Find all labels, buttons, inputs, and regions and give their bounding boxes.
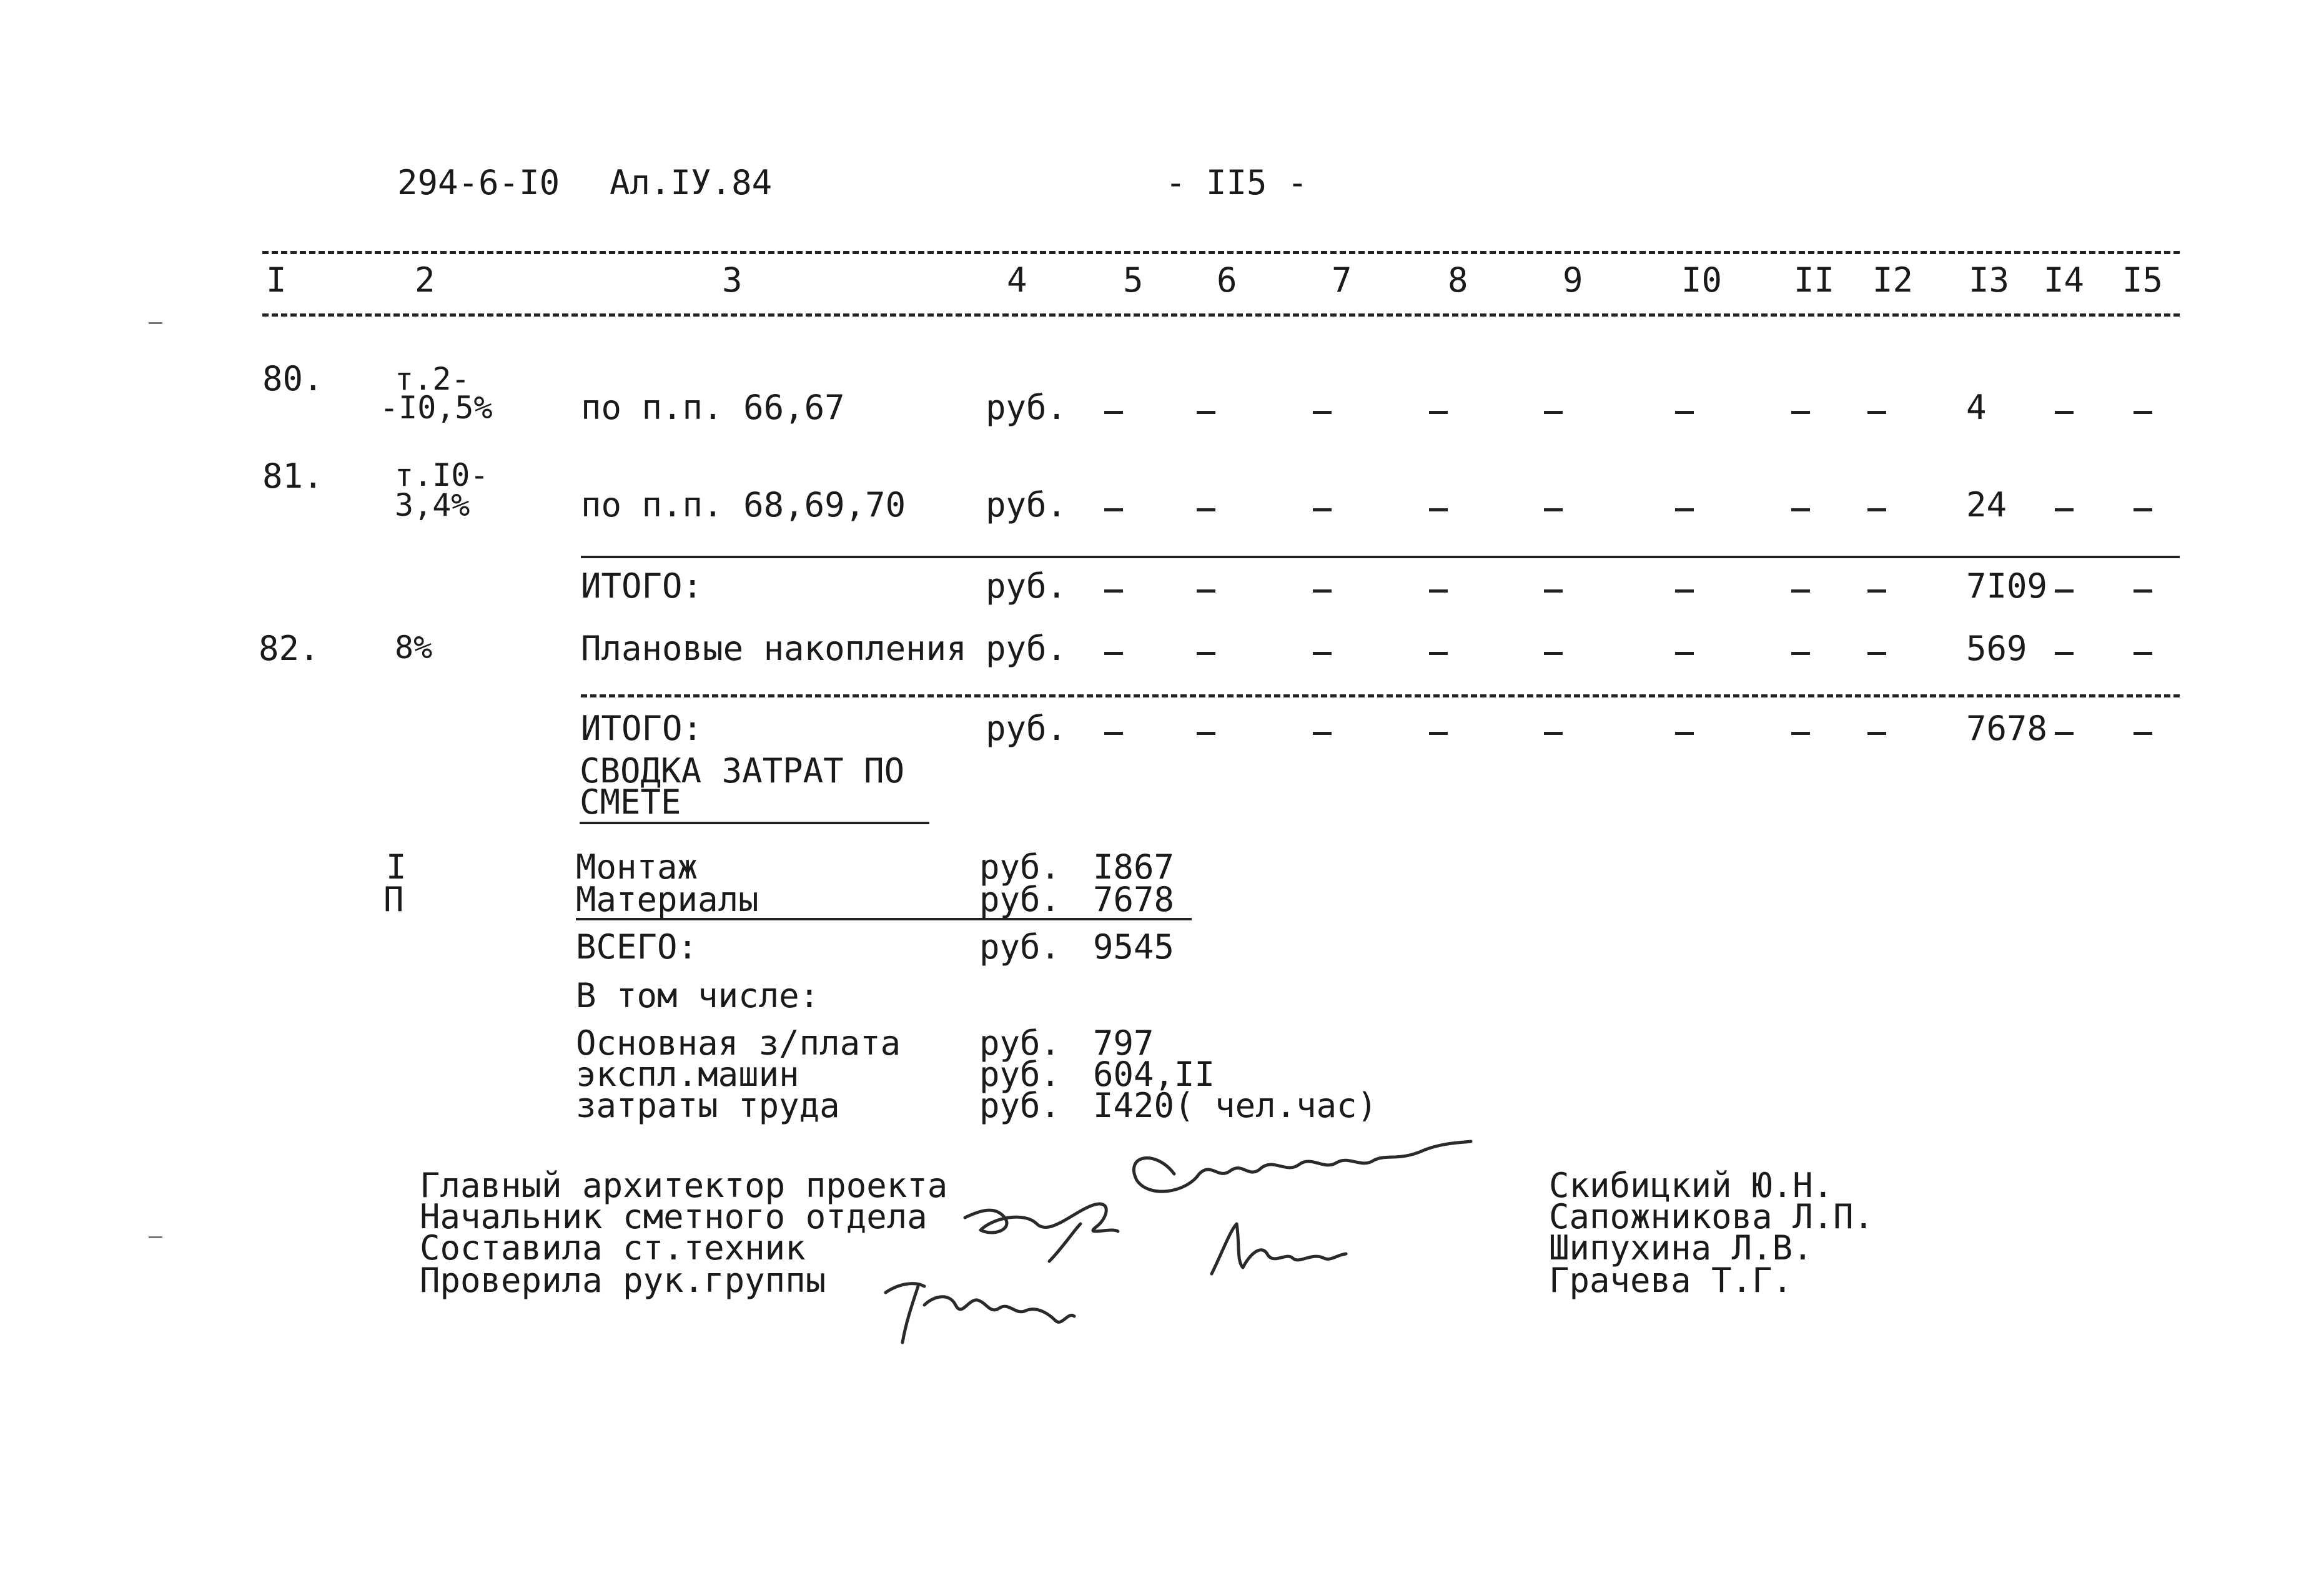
row-reference: 3,4% xyxy=(395,487,470,523)
row-unit: руб. xyxy=(986,388,1067,427)
empty-cell-dash xyxy=(1544,411,1563,414)
col-9-header: 9 xyxy=(1563,260,1583,300)
signer-role: Составила ст.техник xyxy=(420,1228,806,1268)
empty-cell-dash xyxy=(1867,652,1886,655)
signer-name: Скибицкий Ю.Н. xyxy=(1549,1166,1834,1205)
breakdown-label: экспл.машин xyxy=(576,1055,799,1094)
summary-title-underline xyxy=(580,822,929,824)
col-14-header: I4 xyxy=(2044,260,2085,300)
breakdown-value: I420( чел.час) xyxy=(1093,1086,1378,1125)
row-col13-value: 24 xyxy=(1966,485,2007,525)
breakdown-unit: руб. xyxy=(979,1086,1061,1125)
empty-cell-dash xyxy=(1791,508,1810,511)
row-number: 82. xyxy=(259,629,320,668)
col-4-header: 4 xyxy=(1007,260,1027,300)
empty-cell-dash xyxy=(1544,652,1563,655)
row-description: ИТОГО: xyxy=(581,709,703,748)
empty-cell-dash xyxy=(1197,411,1215,414)
summary-item-label: Материалы xyxy=(576,880,759,919)
col-12-header: I2 xyxy=(1872,260,1914,300)
empty-cell-dash xyxy=(1791,652,1810,655)
scan-margin-mark xyxy=(149,1236,162,1238)
signer-role: Главный архитектор проекта xyxy=(420,1166,948,1205)
summary-title: СВОДКА ЗАТРАТ ПО xyxy=(580,751,905,791)
col-7-header: 7 xyxy=(1332,260,1352,300)
empty-cell-dash xyxy=(1197,508,1215,511)
handwritten-signatures xyxy=(862,1136,1524,1361)
summary-total-label: ВСЕГО: xyxy=(576,927,698,967)
col-5-header: 5 xyxy=(1123,260,1144,300)
empty-cell-dash xyxy=(1867,589,1886,593)
scan-margin-mark xyxy=(149,322,162,324)
empty-cell-dash xyxy=(1197,589,1215,593)
subtotal-rule xyxy=(581,694,2180,697)
empty-cell-dash xyxy=(1429,508,1448,511)
empty-cell-dash xyxy=(1104,652,1123,655)
summary-item-value: 7678 xyxy=(1093,880,1175,919)
summary-title: СМЕТЕ xyxy=(580,782,681,822)
row-description: по п.п. 68,69,70 xyxy=(581,485,906,525)
empty-cell-dash xyxy=(1429,589,1448,593)
empty-cell-dash xyxy=(1867,411,1886,414)
col-15-header: I5 xyxy=(2122,260,2163,300)
row-number: 81. xyxy=(262,456,324,496)
header-bottom-rule xyxy=(262,313,2180,317)
empty-cell-dash xyxy=(1313,589,1332,593)
summary-total-value: 9545 xyxy=(1093,927,1175,967)
row-unit: руб. xyxy=(986,485,1067,525)
breakdown-unit: руб. xyxy=(979,1055,1061,1094)
signer-name: Шипухина Л.В. xyxy=(1549,1228,1813,1268)
row-reference: т.I0- xyxy=(395,457,489,493)
summary-item-unit: руб. xyxy=(979,880,1061,919)
empty-cell-dash xyxy=(1313,732,1332,735)
empty-cell-dash xyxy=(1791,411,1810,414)
empty-cell-dash xyxy=(1197,652,1215,655)
summary-total-unit: руб. xyxy=(979,927,1061,967)
empty-cell-dash xyxy=(1429,411,1448,414)
col-11-header: II xyxy=(1794,260,1835,300)
row-reference: 8% xyxy=(395,629,433,666)
summary-item-number: П xyxy=(383,880,404,919)
row-unit: руб. xyxy=(986,629,1067,668)
empty-cell-dash xyxy=(2134,732,2152,735)
empty-cell-dash xyxy=(1104,411,1123,414)
summary-item-unit: руб. xyxy=(979,847,1061,887)
empty-cell-dash xyxy=(2055,732,2074,735)
row-col13-value: 4 xyxy=(1966,388,1987,427)
empty-cell-dash xyxy=(2134,652,2152,655)
empty-cell-dash xyxy=(1544,589,1563,593)
breakdown-value: 604,II xyxy=(1093,1055,1215,1094)
empty-cell-dash xyxy=(2055,589,2074,593)
album-number: Ал.IУ.84 xyxy=(610,163,773,202)
summary-total-rule xyxy=(576,918,1192,920)
row-description: Плановые накопления xyxy=(581,629,967,668)
summary-item-value: I867 xyxy=(1093,847,1175,887)
breakdown-label: затраты труда xyxy=(576,1086,840,1125)
col-10-header: I0 xyxy=(1681,260,1723,300)
doc-code: 294-6-I0 xyxy=(397,163,560,202)
col-13-header: I3 xyxy=(1969,260,2010,300)
empty-cell-dash xyxy=(1544,508,1563,511)
empty-cell-dash xyxy=(2134,589,2152,593)
header-top-rule xyxy=(262,251,2180,254)
page-number: - II5 - xyxy=(1165,163,1308,202)
empty-cell-dash xyxy=(1313,652,1332,655)
row-number: 80. xyxy=(262,359,324,398)
signer-role: Начальник сметного отдела xyxy=(420,1197,927,1236)
empty-cell-dash xyxy=(1675,652,1694,655)
signer-name: Сапожникова Л.П. xyxy=(1549,1197,1874,1236)
empty-cell-dash xyxy=(1104,508,1123,511)
subtotal-rule xyxy=(581,556,2180,558)
empty-cell-dash xyxy=(1313,508,1332,511)
row-description: ИТОГО: xyxy=(581,566,703,606)
empty-cell-dash xyxy=(1544,732,1563,735)
empty-cell-dash xyxy=(1429,732,1448,735)
empty-cell-dash xyxy=(1675,589,1694,593)
row-description: по п.п. 66,67 xyxy=(581,388,845,427)
empty-cell-dash xyxy=(1867,732,1886,735)
empty-cell-dash xyxy=(2134,411,2152,414)
empty-cell-dash xyxy=(1104,589,1123,593)
row-col13-value: 569 xyxy=(1966,629,2027,668)
empty-cell-dash xyxy=(1313,411,1332,414)
col-2-header: 2 xyxy=(415,260,435,300)
summary-item-number: I xyxy=(386,847,407,887)
breakdown-label: Основная з/плата xyxy=(576,1023,901,1063)
row-col13-value: 7I09 xyxy=(1966,566,2048,606)
empty-cell-dash xyxy=(1675,411,1694,414)
col-1-header: I xyxy=(266,260,287,300)
col-3-header: 3 xyxy=(722,260,743,300)
including-label: В том числе: xyxy=(576,976,820,1015)
empty-cell-dash xyxy=(1104,732,1123,735)
signer-role: Проверила рук.группы xyxy=(420,1261,826,1300)
empty-cell-dash xyxy=(2134,508,2152,511)
empty-cell-dash xyxy=(1791,589,1810,593)
breakdown-unit: руб. xyxy=(979,1023,1061,1063)
empty-cell-dash xyxy=(1429,652,1448,655)
empty-cell-dash xyxy=(1197,732,1215,735)
row-col13-value: 7678 xyxy=(1966,709,2048,748)
empty-cell-dash xyxy=(2055,508,2074,511)
breakdown-value: 797 xyxy=(1093,1023,1154,1063)
empty-cell-dash xyxy=(1791,732,1810,735)
empty-cell-dash xyxy=(1675,732,1694,735)
row-unit: руб. xyxy=(986,566,1067,606)
empty-cell-dash xyxy=(2055,652,2074,655)
row-reference: -I0,5% xyxy=(380,390,493,426)
empty-cell-dash xyxy=(1867,508,1886,511)
row-unit: руб. xyxy=(986,709,1067,748)
signer-name: Грачева Т.Г. xyxy=(1549,1261,1793,1300)
col-8-header: 8 xyxy=(1448,260,1468,300)
row-reference: т.2- xyxy=(395,361,470,397)
col-6-header: 6 xyxy=(1217,260,1237,300)
summary-item-label: Монтаж xyxy=(576,847,698,887)
empty-cell-dash xyxy=(2055,411,2074,414)
empty-cell-dash xyxy=(1675,508,1694,511)
